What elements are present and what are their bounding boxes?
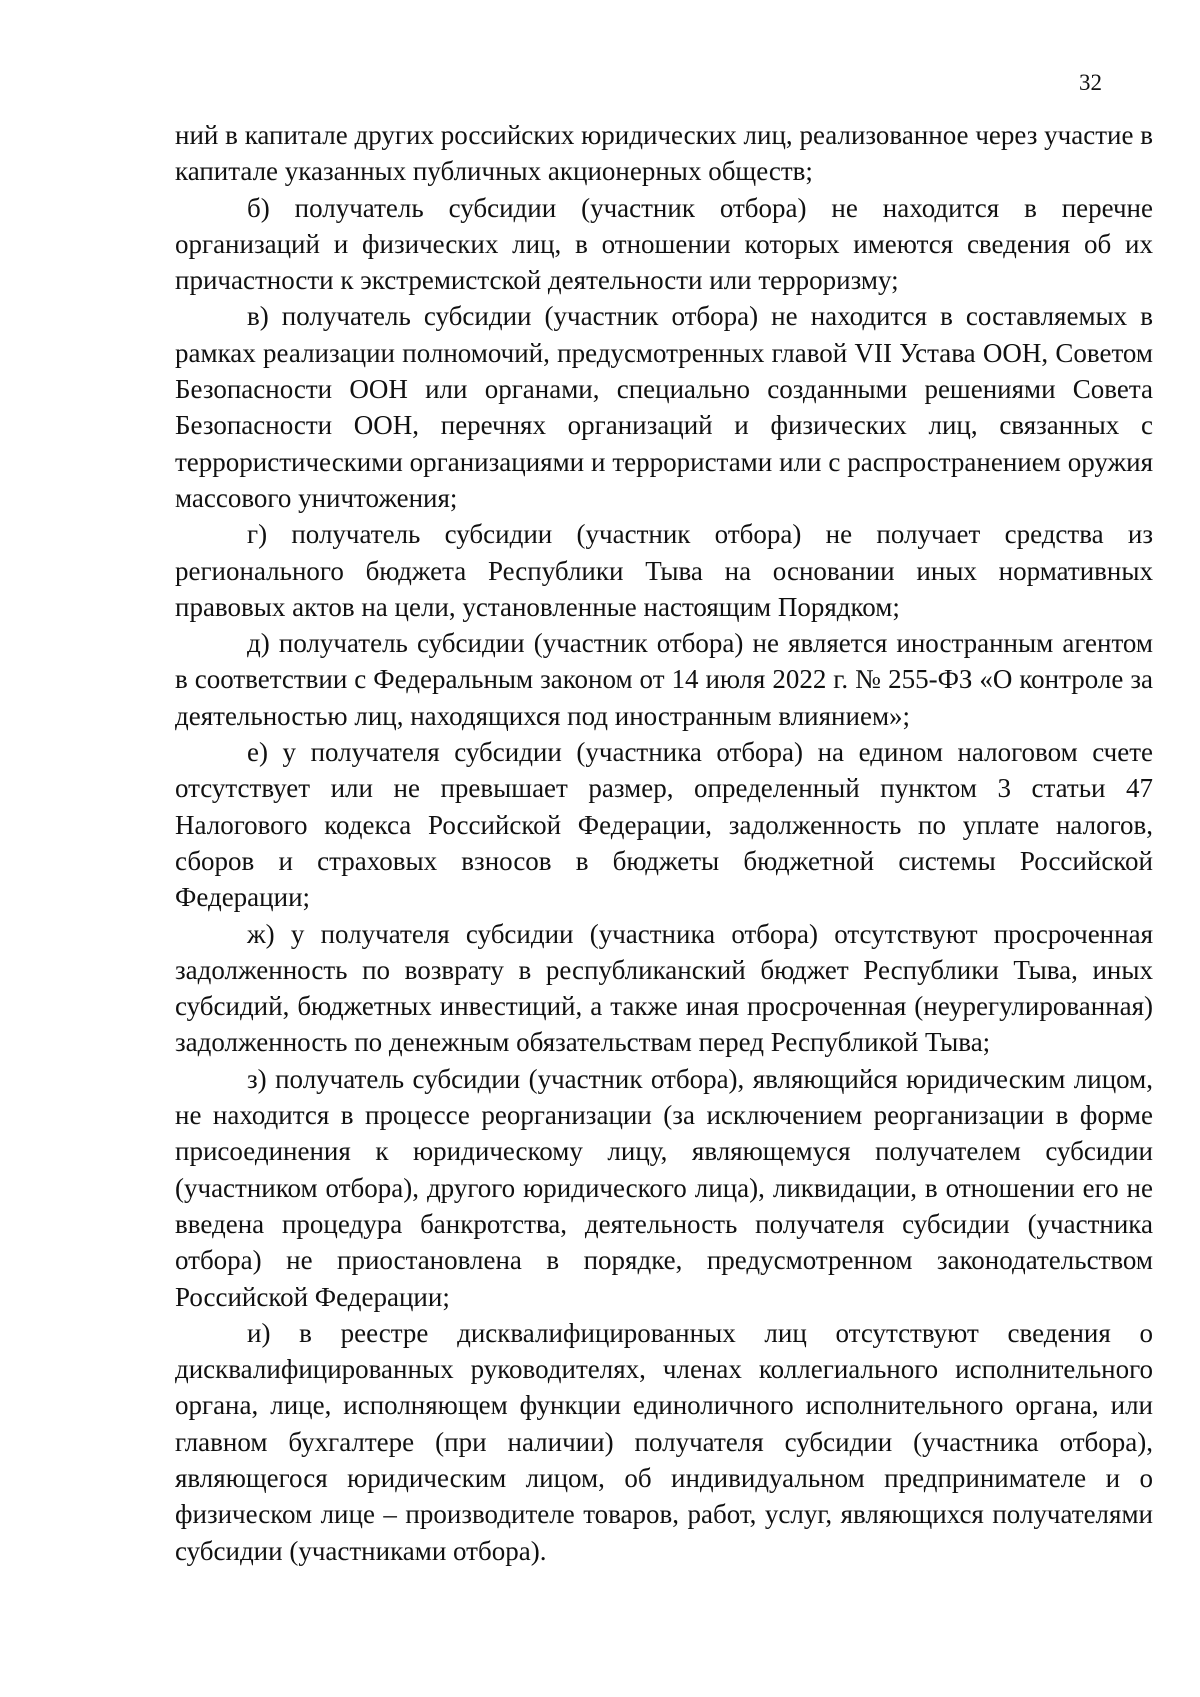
- paragraph-zh: ж) у получателя субсидии (участника отбора) отсутствуют просроченная задолженность по возврату в республиканский бюджет Республики Тыва, иных субсидий, бюджетных инвестиций, а также иная просроченная (неурегулированная) задолженность по денежным обязательствам перед Республикой Тыва;: [175, 918, 1153, 1058]
- paragraph-g: г) получатель субсидии (участник отбора) не получает средства из регионального бюджета Республики Тыва на основании иных нормативных правовых актов на цели, установленные настоящим Порядком;: [175, 519, 1153, 622]
- paragraph-e: е) у получателя субсидии (участника отбора) на едином налоговом счете отсутствует или не превышает размер, определенный пунктом 3 статьи 47 Налогового кодекса Российской Федерации, задолженность по уплате налогов, сборов и страховых взносов в бюджеты бюджетной системы Российской Федерации;: [175, 737, 1153, 913]
- paragraph-d: д) получатель субсидии (участник отбора) не является иностранным агентом в соответствии с Федеральным законом от 14 июля 2022 г. № 255-ФЗ «О контроле за деятельностью лиц, находящихся под иностранным влиянием»;: [175, 628, 1153, 731]
- paragraph-z: з) получатель субсидии (участник отбора), являющийся юридическим лицом, не находится в процессе реорганизации (за исключением реорганизации в форме присоединения к юридическому лицу, являющемуся получателем субсидии (участником отбора), другого юридического лица), ликвидации, в отношении его не введена процедура банкротства, деятельность получателя субсидии (участника отбора) не приостановлена в порядке, предусмотренном законодательством Российской Федерации;: [175, 1063, 1153, 1312]
- paragraph-v: в) получатель субсидии (участник отбора) не находится в составляемых в рамках реализации полномочий, предусмотренных главой VII Устава ООН, Советом Безопасности ООН или органами, специально созданными решениями Совета Безопасности ООН, перечнях организаций и физических лиц, связанных с террористическими организациями и террористами или с распространением оружия массового уничтожения;: [175, 301, 1153, 513]
- paragraph-i: и) в реестре дисквалифицированных лиц отсутствуют сведения о дисквалифицированных руководителях, членах коллегиального исполнительного органа, лице, исполняющем функции единоличного исполнительного органа, или главном бухгалтере (при наличии) получателя субсидии (участника отбора), являющегося юридическим лицом, об индивидуальном предпринимателе и о физическом лице – производителе товаров, работ, услуг, являющихся получателями субсидии (участниками отбора).: [175, 1317, 1153, 1566]
- page-number: 32: [1079, 70, 1102, 95]
- paragraph-continuation: ний в капитале других российских юридических лиц, реализованное через участие в капитале указанных публичных акционерных обществ;: [175, 120, 1153, 187]
- document-body: [175, 117, 1153, 1569]
- paragraph-b: б) получатель субсидии (участник отбора) не находится в перечне организаций и физических лиц, в отношении которых имеются сведения об их причастности к экстремистской деятельности или терроризму;: [175, 192, 1153, 296]
